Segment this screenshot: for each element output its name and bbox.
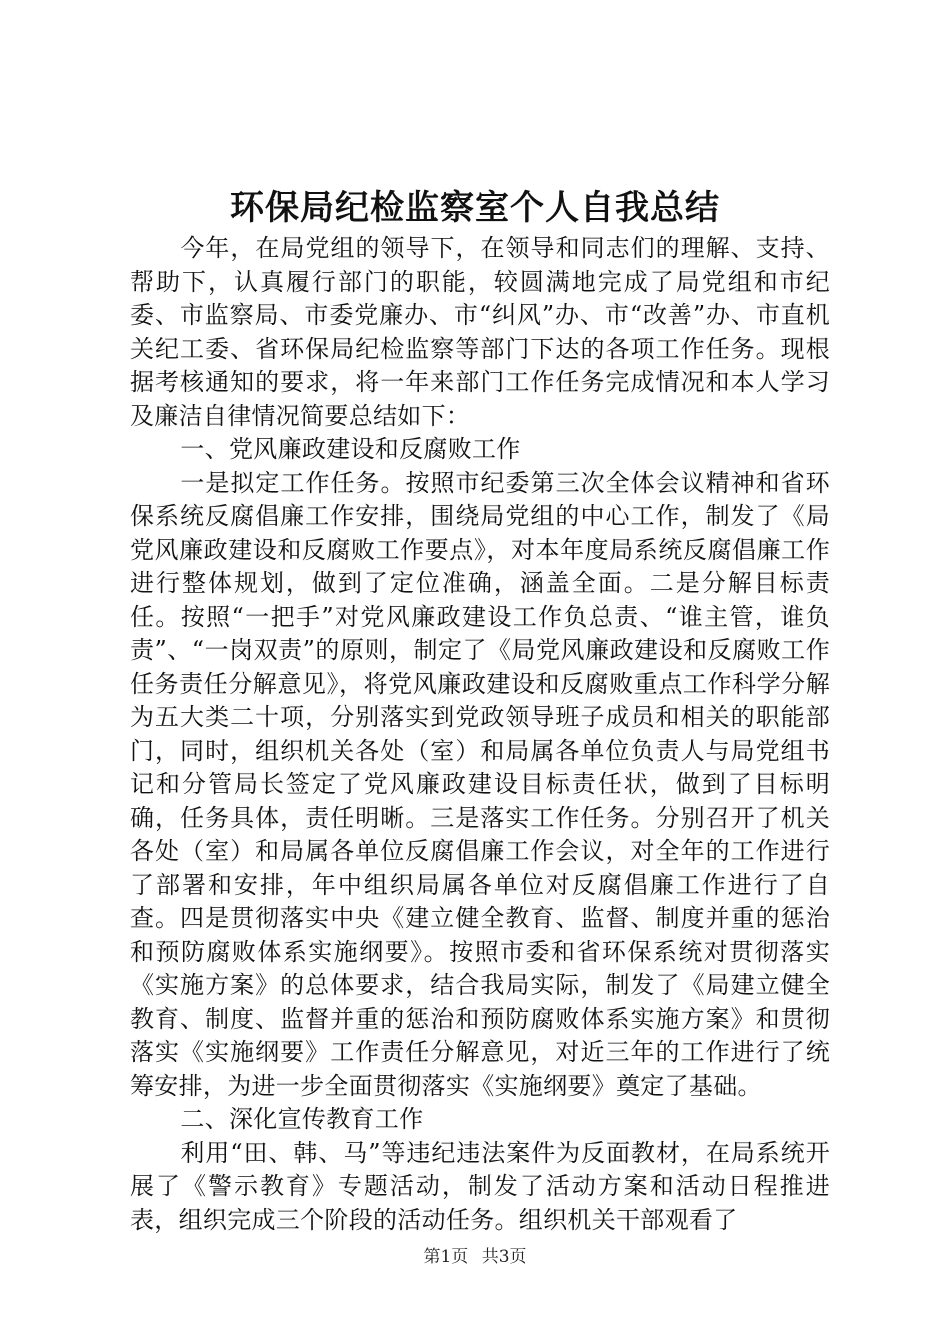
intro-paragraph: 今年，在局党组的领导下，在领导和同志们的理解、支持、帮助下，认真履行部门的职能，较圆满地完成了局党组和市纪委、市监察局、市委党廉办、市“纠风”办、市“改善”办、市直机关纪工委、省环保局纪检监察等部门下达的各项工作任务。现根据考核通知的要求，将一年来部门工作任务完成情况和本人学习及廉洁自律情况简要总结如下：	[130, 234, 830, 430]
section-heading-1: 一、党风廉政建设和反腐败工作	[180, 435, 521, 463]
page-total: 共3页	[481, 1247, 527, 1267]
document-title: 环保局纪检监察室个人自我总结	[230, 188, 720, 228]
page-footer	[0, 1246, 950, 1268]
section-heading-2: 二、深化宣传教育工作	[180, 1105, 424, 1133]
document-body	[130, 232, 830, 1237]
section-1-paragraph: 一是拟定工作任务。按照市纪委第三次全体会议精神和省环保系统反腐倡廉工作安排，围绕局党组的中心工作，制发了《局党风廉政建设和反腐败工作要点》，对本年度局系统反腐倡廉工作进行整体规划，做到了定位准确，涵盖全面。二是分解目标责任。按照“一把手”对党风廉政建设工作负总责、“谁主管，谁负责”、“一岗双责”的原则，制定了《局党风廉政建设和反腐败工作任务责任分解意见》，将党风廉政建设和反腐败重点工作科学分解为五大类二十项，分别落实到党政领导班子成员和相关的职能部门，同时，组织机关各处（室）和局属各单位负责人与局党组书记和分管局长签定了党风廉政建设目标责任状，做到了目标明确，任务具体，责任明晰。三是落实工作任务。分别召开了机关各处（室）和局属各单位反腐倡廉工作会议，对全年的工作进行了部署和安排，年中组织局属各单位对反腐倡廉工作进行了自查。四是贯彻落实中央《建立健全教育、监督、制度并重的惩治和预防腐败体系实施纲要》。按照市委和省环保系统对贯彻落实《实施方案》的总体要求，结合我局实际，制发了《局建立健全教育、制度、监督并重的惩治和预防腐败体系实施方案》和贯彻落实《实施纲要》工作责任分解意见，对近三年的工作进行了统筹安排，为进一步全面贯彻落实《实施纲要》奠定了基础。	[130, 468, 830, 1100]
section-2-paragraph: 利用“田、韩、马”等违纪违法案件为反面教材，在局系统开展了《警示教育》专题活动，制发了活动方案和活动日程推进表，组织完成三个阶段的活动任务。组织机关干部观看了	[130, 1138, 830, 1234]
page-number: 第1页	[423, 1247, 469, 1267]
